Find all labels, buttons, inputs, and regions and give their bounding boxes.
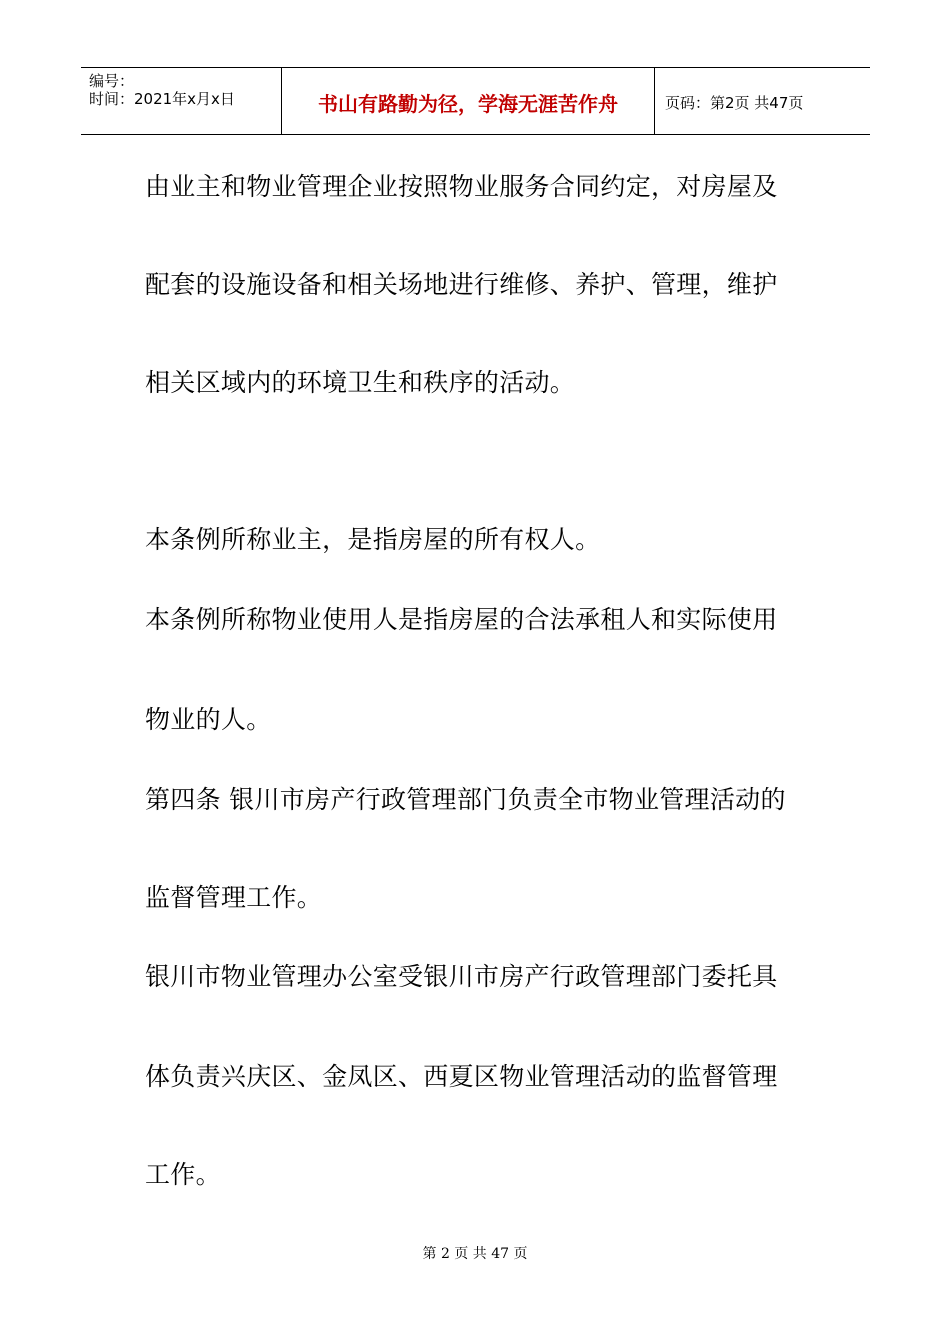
- body-line: 相关区域内的环境卫生和秩序的活动。: [145, 368, 576, 397]
- body-line: 由业主和物业管理企业按照物业服务合同约定，对房屋及: [145, 172, 778, 201]
- body-line: 物业的人。: [145, 705, 272, 734]
- header-page-info: 页码：第2页 共47页: [665, 94, 804, 112]
- body-line: 工作。: [145, 1160, 221, 1189]
- body-line: 本条例所称业主，是指房屋的所有权人。: [145, 525, 601, 554]
- header-motto-cell: [281, 68, 655, 134]
- body-line: 本条例所称物业使用人是指房屋的合法承租人和实际使用: [145, 605, 778, 634]
- body-line: 体负责兴庆区、金凤区、西夏区物业管理活动的监督管理: [145, 1062, 778, 1091]
- header-motto: 书山有路勤为径，学海无涯苦作舟: [318, 92, 618, 116]
- document-number-label: 编号：: [89, 72, 135, 90]
- header-page-cell: [655, 68, 870, 134]
- body-line: 配套的设施设备和相关场地进行维修、养护、管理，维护: [145, 270, 778, 299]
- page-header: [81, 67, 870, 135]
- body-line: 第四条 银川市房产行政管理部门负责全市物业管理活动的: [145, 785, 786, 814]
- header-meta-cell: [81, 68, 281, 134]
- body-line: 监督管理工作。: [145, 883, 323, 912]
- document-date-label: 时间：2021年x月x日: [89, 90, 235, 108]
- body-line: 银川市物业管理办公室受银川市房产行政管理部门委托具: [145, 962, 778, 991]
- page-footer: 第 2 页 共 47 页: [422, 1246, 528, 1262]
